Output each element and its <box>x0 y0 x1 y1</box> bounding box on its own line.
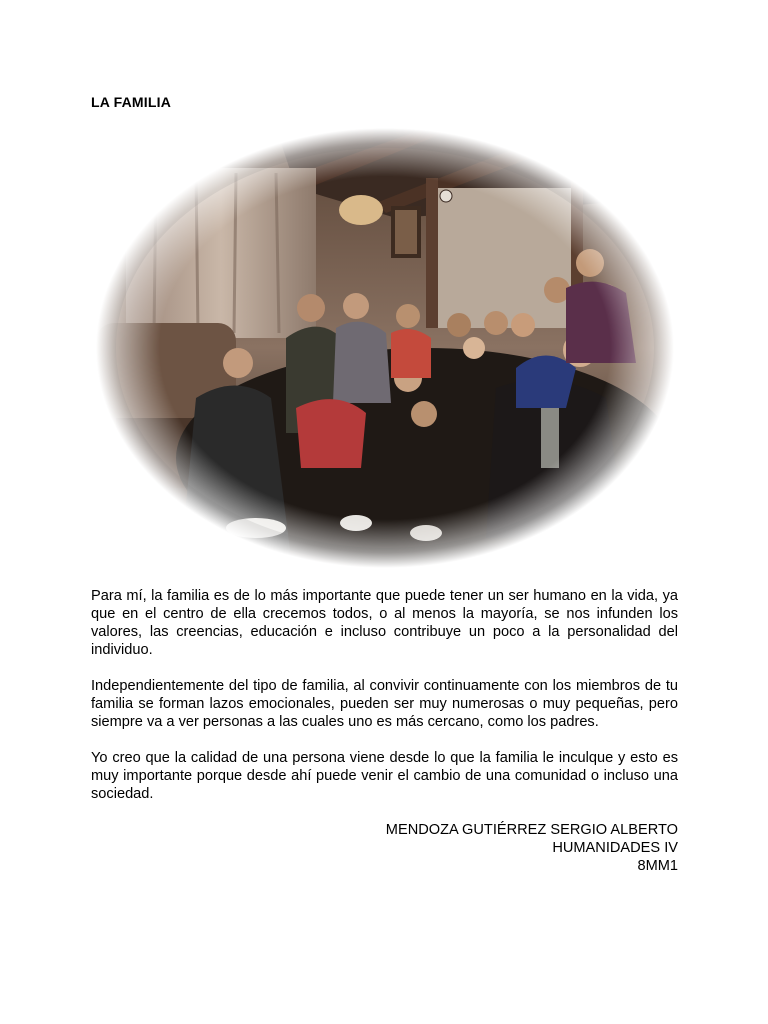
family-photo <box>96 128 674 568</box>
paragraph: Para mí, la familia es de lo más importante que puede tener un ser humano en la vida, ya que en el centro de ella crecemos todos, o al menos la mayoría, se nos infunden los valores, las creencias, educación e incluso contribuye un poco a la personalidad del individuo. <box>91 588 678 658</box>
paragraph: Independientemente del tipo de familia, al convivir continuamente con los miembros de tu familia se forman lazos emocionales, pueden ser muy numerosas o muy pequeñas, pero siempre va a ver personas a las cuales uno es más cercano, como los padres. <box>91 678 678 730</box>
course-name: HUMANIDADES IV <box>552 840 678 856</box>
signature-block <box>386 821 678 875</box>
group-code: 8MM1 <box>637 858 678 874</box>
author-name: MENDOZA GUTIÉRREZ SERGIO ALBERTO <box>385 822 678 838</box>
body-text <box>91 587 678 821</box>
paragraph: Yo creo que la calidad de una persona viene desde lo que la familia le inculque y esto es muy importante porque desde ahí puede venir el cambio de una comunidad o incluso una sociedad. <box>91 750 678 802</box>
document-title: LA FAMILIA <box>91 94 172 110</box>
